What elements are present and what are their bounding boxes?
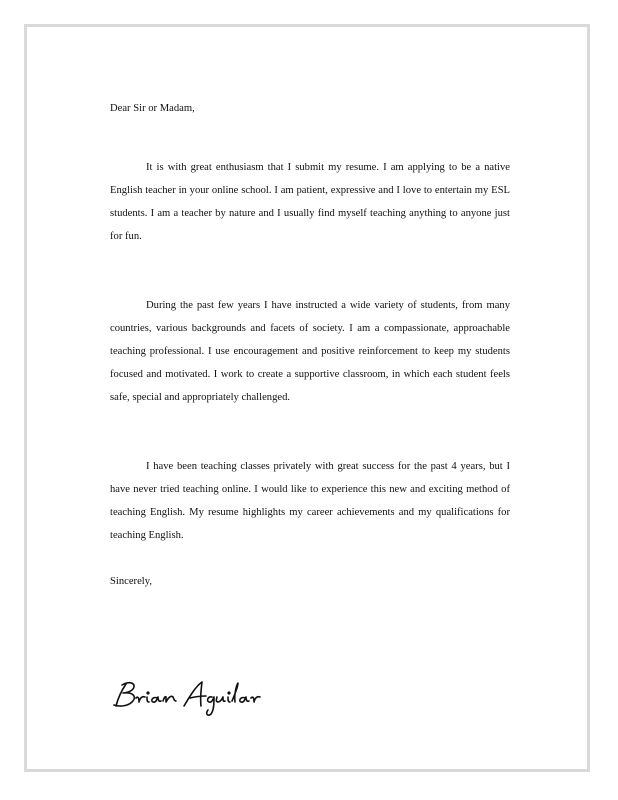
closing: Sincerely, — [110, 576, 152, 587]
paragraph-1: It is with great enthusiasm that I submit my resume. I am applying to be a native English teacher in your online school. I am patient, expressive and I love to entertain my ESL students. I am a teacher by nature and I usually find myself teaching anything to anyone just for fun. — [110, 162, 510, 242]
paragraph-2: During the past few years I have instructed a wide variety of students, from many countries, various backgrounds and facets of society. I am a compassionate, approachable teaching professional. I use encouragement and positive reinforcement to keep my students focused and motivated. I work to create a supportive classroom, in which each student feels safe, special and appropriately challenged. — [110, 300, 510, 403]
signature-drawing — [108, 676, 288, 720]
salutation: Dear Sir or Madam, — [110, 103, 195, 114]
letter-body — [110, 97, 510, 593]
paragraph-3: I have been teaching classes privately with great success for the past 4 years, but I have never tried teaching online. I would like to experience this new and exciting method of teaching English. My resume highlights my career achievements and my qualifications for teaching English. — [110, 461, 510, 541]
handwritten-signature — [108, 676, 288, 720]
